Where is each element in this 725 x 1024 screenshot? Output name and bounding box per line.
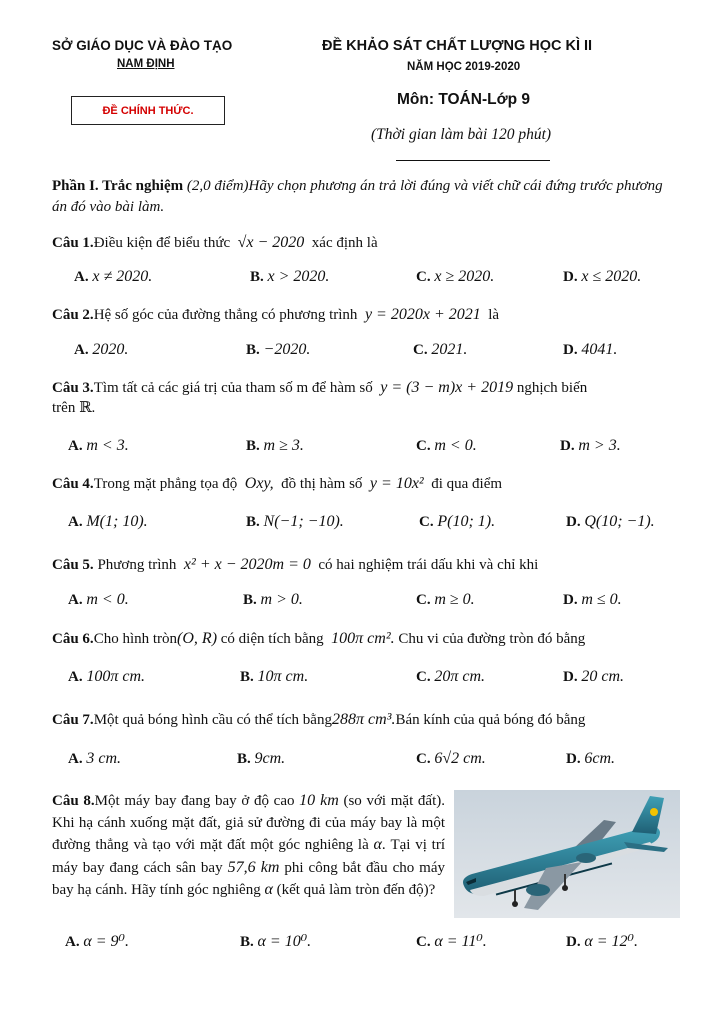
option-b[interactable] <box>246 437 304 455</box>
option-letter: D. <box>563 269 578 285</box>
question-math: Oxy, <box>244 475 274 492</box>
option-value: α = 12⁰. <box>584 933 638 950</box>
question-text: . Tại vị trí máy bay đang cách sân bay <box>52 837 445 876</box>
option-b[interactable] <box>243 591 303 609</box>
option-letter: A. <box>65 934 80 950</box>
question-8 <box>52 790 445 902</box>
question-6 <box>52 629 585 649</box>
option-letter: C. <box>413 342 428 358</box>
option-value: M(1; 10). <box>86 513 148 530</box>
question-math: α <box>264 881 273 898</box>
option-d[interactable] <box>563 591 622 609</box>
option-letter: C. <box>416 669 431 685</box>
option-a[interactable] <box>68 750 121 768</box>
question-label: Câu 1. <box>52 235 94 251</box>
option-c[interactable] <box>416 931 487 951</box>
option-value: 20 cm. <box>581 668 624 685</box>
option-value: α = 10⁰. <box>257 933 312 950</box>
option-value: 100π cm. <box>86 668 146 685</box>
option-d[interactable] <box>566 513 655 531</box>
question-7 <box>52 710 585 730</box>
option-letter: D. <box>560 438 575 454</box>
option-value: x > 2020. <box>267 268 330 285</box>
option-d[interactable] <box>560 437 621 455</box>
option-c[interactable] <box>419 513 495 531</box>
option-letter: C. <box>419 514 434 530</box>
option-letter: A. <box>68 669 83 685</box>
option-a[interactable] <box>68 668 145 686</box>
option-a[interactable] <box>65 931 129 951</box>
option-letter: C. <box>416 934 431 950</box>
option-value: m < 3. <box>86 437 129 454</box>
question-text: Chu vi của đường tròn đó bằng <box>398 631 586 647</box>
option-value: 9cm. <box>254 750 286 767</box>
question-text: Một quả bóng hình cầu có thể tích bằng <box>93 712 332 728</box>
option-b[interactable] <box>250 268 329 286</box>
option-d[interactable] <box>566 750 615 768</box>
option-value: m ≥ 0. <box>434 591 475 608</box>
option-value: 2020. <box>92 341 129 358</box>
option-letter: B. <box>240 934 254 950</box>
question-math: √x − 2020 <box>237 234 305 251</box>
option-value: m ≤ 0. <box>581 591 622 608</box>
question-text: Một máy bay đang bay ở độ cao <box>94 793 295 809</box>
option-letter: D. <box>566 751 581 767</box>
option-a[interactable] <box>74 268 152 286</box>
option-value: N(−1; −10). <box>263 513 344 530</box>
question-2 <box>52 305 499 325</box>
option-b[interactable] <box>240 668 308 686</box>
option-value: −2020. <box>263 341 311 358</box>
question-text: Bán kính của quả bóng đó bằng <box>395 712 586 728</box>
option-value: 6√2 cm. <box>434 750 486 767</box>
option-letter: B. <box>250 269 264 285</box>
option-c[interactable] <box>416 668 485 686</box>
question-math: 288π cm³. <box>331 711 396 728</box>
option-letter: A. <box>68 751 83 767</box>
question-label: Câu 7. <box>52 712 94 728</box>
part1-title: Phần I. Trắc nghiệm <box>52 178 184 194</box>
subject-title: Môn: TOÁN-Lớp 9 <box>397 91 530 108</box>
option-value: m > 3. <box>578 437 621 454</box>
option-d[interactable] <box>563 341 617 359</box>
question-math: α <box>373 836 382 853</box>
exam-title: ĐỀ KHẢO SÁT CHẤT LƯỢNG HỌC KÌ II <box>322 38 593 54</box>
department-name: SỞ GIÁO DỤC VÀ ĐÀO TẠO <box>52 38 233 53</box>
option-value: α = 9⁰. <box>83 933 129 950</box>
option-letter: D. <box>566 514 581 530</box>
option-letter: D. <box>563 342 578 358</box>
question-text: Phương trình <box>97 557 177 573</box>
question-3 <box>52 378 674 418</box>
question-label: Câu 4. <box>52 476 94 492</box>
option-letter: D. <box>563 669 578 685</box>
option-value: P(10; 1). <box>437 513 496 530</box>
part1-instruction: Hãy chọn phương án trả lời đúng và viết chữ cái đứng trước phương án đó vào bài làm. <box>52 178 663 215</box>
option-value: 3 cm. <box>86 750 121 767</box>
option-value: 20π cm. <box>434 668 486 685</box>
option-letter: C. <box>416 438 431 454</box>
option-b[interactable] <box>240 931 311 951</box>
question-math: y = (3 − m)x + 2019 <box>380 379 514 396</box>
airplane-photo <box>454 790 680 918</box>
question-text: đi qua điểm <box>431 476 503 492</box>
question-text: Cho hình tròn <box>93 631 178 647</box>
part1-points: (2,0 điểm) <box>186 178 249 194</box>
option-value: 6cm. <box>584 750 615 767</box>
option-value: x ≤ 2020. <box>581 268 642 285</box>
header-divider <box>396 160 550 161</box>
option-d[interactable] <box>563 668 624 686</box>
option-letter: C. <box>416 592 431 608</box>
question-label: Câu 8. <box>52 793 95 809</box>
option-value: Q(10; −1). <box>584 513 655 530</box>
option-value: x ≠ 2020. <box>92 268 153 285</box>
option-b[interactable] <box>237 750 285 768</box>
question-math: 10 km <box>299 792 339 809</box>
question-math: y = 10x² <box>369 475 424 492</box>
question-math: 57,6 km <box>227 858 280 876</box>
question-label: Câu 2. <box>52 307 94 323</box>
option-b[interactable] <box>246 513 344 531</box>
option-value: m ≥ 3. <box>263 437 304 454</box>
question-text: xác định là <box>311 235 378 251</box>
option-a[interactable] <box>68 437 129 455</box>
option-value: α = 11⁰. <box>434 933 487 950</box>
question-math: y = 2020x + 2021 <box>364 306 481 323</box>
option-d[interactable] <box>563 268 641 286</box>
option-value: m < 0. <box>86 591 129 608</box>
option-letter: D. <box>563 592 578 608</box>
option-letter: A. <box>68 592 83 608</box>
option-value: m < 0. <box>434 437 477 454</box>
question-text: phi công bắt đầu cho máy bay hạ cánh. Hãy tính góc nghiêng <box>52 859 446 898</box>
option-c[interactable] <box>416 268 494 286</box>
option-letter: B. <box>237 751 251 767</box>
option-value: x ≥ 2020. <box>434 268 495 285</box>
option-c[interactable] <box>416 750 486 768</box>
option-c[interactable] <box>416 437 477 455</box>
option-letter: A. <box>68 438 83 454</box>
option-a[interactable] <box>74 341 128 359</box>
option-letter: B. <box>240 669 254 685</box>
question-text: Hệ số góc của đường thẳng có phương trình <box>93 307 358 323</box>
question-1 <box>52 233 378 253</box>
option-letter: B. <box>246 438 260 454</box>
option-letter: B. <box>246 514 260 530</box>
airplane-icon <box>454 790 680 918</box>
question-label: Câu 5. <box>52 557 94 573</box>
question-math: x² + x − 2020m = 0 <box>183 556 311 573</box>
option-value: m > 0. <box>260 591 303 608</box>
option-value: 10π cm. <box>257 668 309 685</box>
question-text: (kết quả làm tròn đến độ)? <box>276 882 436 898</box>
question-label: Câu 6. <box>52 631 94 647</box>
option-c[interactable] <box>416 591 475 609</box>
option-a[interactable] <box>68 513 148 531</box>
option-letter: D. <box>566 934 581 950</box>
question-text: là <box>488 307 500 323</box>
part1-intro <box>52 176 674 218</box>
question-text: trên ℝ. <box>52 400 96 416</box>
option-b[interactable] <box>246 341 310 359</box>
option-letter: A. <box>74 342 89 358</box>
school-year: NĂM HỌC 2019-2020 <box>407 61 521 73</box>
option-c[interactable] <box>413 341 467 359</box>
option-letter: A. <box>74 269 89 285</box>
option-value: 2021. <box>431 341 468 358</box>
option-letter: C. <box>416 751 431 767</box>
official-exam-box <box>71 96 225 125</box>
option-d[interactable] <box>566 931 638 951</box>
option-letter: C. <box>416 269 431 285</box>
question-5 <box>52 555 538 575</box>
question-label: Câu 3. <box>52 380 94 396</box>
option-letter: B. <box>246 342 260 358</box>
question-text: nghịch biến <box>516 380 588 396</box>
question-text: Trong mặt phẳng tọa độ <box>93 476 238 492</box>
question-4 <box>52 474 502 494</box>
exam-duration: (Thời gian làm bài 120 phút) <box>371 126 552 143</box>
option-letter: A. <box>68 514 83 530</box>
official-label: ĐỀ CHÍNH THỨC. <box>102 104 194 117</box>
question-text: có diện tích bằng <box>220 631 324 647</box>
question-text: Tìm tất cả các giá trị của tham số m để hàm số <box>93 380 373 396</box>
province-name: NAM ĐỊNH <box>117 58 175 70</box>
question-text: (so với mặt đất). Khi hạ cánh xuống mặt đất, giả sử đường đi của máy bay là một đường thẳng và tạo với mặt đất một góc nghiêng là <box>52 793 446 853</box>
question-math: (O, R) <box>177 630 218 647</box>
option-a[interactable] <box>68 591 129 609</box>
question-text: đồ thị hàm số <box>281 476 363 492</box>
option-letter: B. <box>243 592 257 608</box>
question-text: có hai nghiệm trái dấu khi và chỉ khi <box>318 557 539 573</box>
question-text: Điều kiện để biểu thức <box>93 235 231 251</box>
option-value: 4041. <box>581 341 618 358</box>
question-math: 100π cm². <box>331 630 395 647</box>
